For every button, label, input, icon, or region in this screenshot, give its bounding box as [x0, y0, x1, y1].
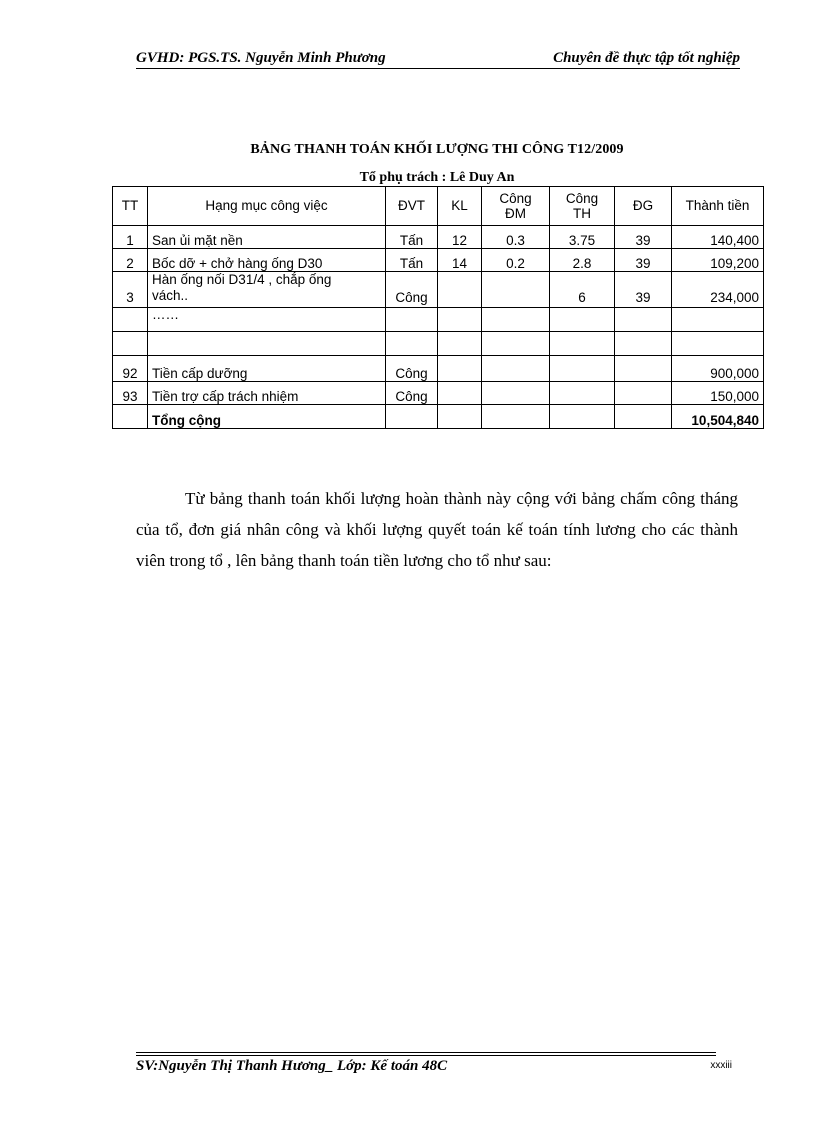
table-total-row: [113, 405, 764, 429]
table-row: [113, 332, 764, 356]
payment-table: [112, 186, 764, 429]
col-dg: ĐG: [615, 187, 672, 226]
footer-student: SV:Nguyễn Thị Thanh Hương_ Lớp: Kế toán 48C: [136, 1058, 448, 1074]
col-amount: Thành tiền: [672, 187, 764, 226]
row-item-multiline: Hàn ống nối D31/4 , chắp ống vách..: [148, 272, 386, 308]
table-title: BẢNG THANH TOÁN KHỐI LƯỢNG THI CÔNG T12/2009: [250, 142, 624, 157]
table-row: ……: [113, 308, 764, 332]
col-dvt: ĐVT: [386, 187, 438, 226]
table-row: 1 San ủi mặt nền Tấn 12 0.3 3.75 39 140,400: [113, 226, 764, 249]
page-number: xxxiii: [710, 1060, 732, 1071]
page-footer: [136, 1052, 732, 1076]
footer-rule-double: [136, 1055, 716, 1056]
table-row: 92 Tiền cấp dưỡng Công 900,000: [113, 356, 764, 382]
body-paragraph: Từ bảng thanh toán khối lượng hoàn thành này cộng với bảng chấm công tháng của tổ, đơn giá nhân công và khối lượng quyết toán kế toán tính lương cho các thành viên trong tổ , lên bảng thanh toán tiền lương cho tổ như sau:: [136, 489, 738, 570]
col-cong-dm: Công ĐM: [482, 187, 550, 226]
table-row: 2 Bốc dỡ + chở hàng ống D30 Tấn 14 0.2 2.8 39 109,200: [113, 249, 764, 272]
header-advisor: GVHD: PGS.TS. Nguyễn Minh Phương: [136, 50, 386, 66]
total-label: Tổng cộng: [148, 405, 386, 429]
page-header: [136, 48, 740, 70]
table-row: 3 Hàn ống nối D31/4 , chắp ống vách.. Công 6 39 234,000: [113, 272, 764, 308]
col-cong-th: Công TH: [550, 187, 615, 226]
col-tt: TT: [113, 187, 148, 226]
col-item: Hạng mục công việc: [148, 187, 386, 226]
table-row: 93 Tiền trợ cấp trách nhiệm Công 150,000: [113, 382, 764, 405]
table-header-row: [113, 187, 764, 226]
total-amount: 10,504,840: [672, 405, 764, 429]
footer-rule: [136, 1052, 716, 1053]
col-kl: KL: [438, 187, 482, 226]
table-subtitle: Tổ phụ trách : Lê Duy An: [359, 170, 515, 185]
header-rule: [136, 68, 740, 69]
header-report-title: Chuyên đề thực tập tốt nghiệp: [553, 50, 740, 66]
